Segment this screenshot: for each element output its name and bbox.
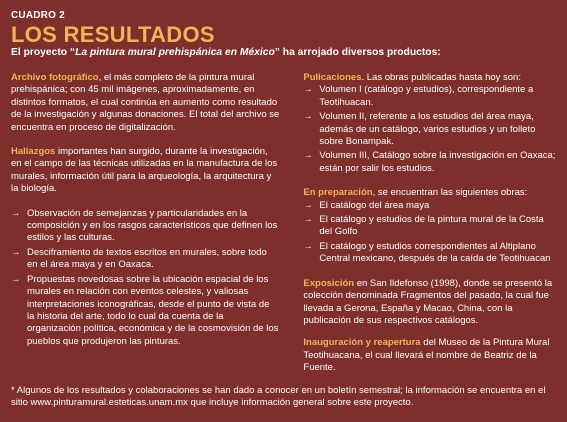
list-item-text: Propuestas novedosas sobre la ubicación espacial de los murales en relación con eventos celestes, y valiosas interpretaciones iconográficas, desde el punto de vista de la historia del arte, todo lo cual da cuenta de la organización política, económica y de la cosmovisión de los pueblos que produjeron las pinturas.	[27, 273, 279, 347]
list-item-text: El catálogo del área maya	[319, 199, 430, 211]
arrow-icon: →	[11, 207, 21, 219]
list-item	[303, 150, 556, 175]
intro-project-title: La pintura mural prehispánica en México	[75, 47, 275, 58]
inauguracion-text: del Museo de la Pintura Mural Teotihuacana, el cual llevará el nombre de Beatriz de la Fuente.	[303, 337, 550, 374]
right-column	[303, 72, 556, 375]
list-item-text: Volumen III, Catálogo sobre la investigación en Oaxaca; están por salir los estudios.	[319, 150, 556, 174]
publicaciones-heading: Pulicaciones	[303, 72, 362, 83]
preparacion-list	[303, 200, 556, 266]
exposicion-heading: Exposición	[303, 277, 355, 289]
list-item-text: Volumen I (catálogo y estudios), correspondiente a Teotihuacan.	[319, 84, 534, 108]
archivo-paragraph	[11, 72, 279, 134]
intro-pre: El proyecto “	[11, 47, 76, 58]
arrow-icon: →	[303, 199, 313, 211]
hallazgos-text: importantes han surgido, durante la investigación, en el campo de las técnicas utilizadas en la manufactura de los murales, información útil para la arqueología, la arquitectura y la biología.	[11, 146, 278, 195]
exposicion-text: en San Ildefonso (1998), donde se presentó la colección denominada Fragmentos del pasado, la cual fue llevada a Gerona, España y Macao, China, con la publicación de sus respectivos catálogos.	[303, 277, 553, 326]
hallazgos-paragraph	[11, 146, 279, 196]
arrow-icon: →	[303, 150, 313, 162]
box-label: CUADRO 2	[11, 10, 65, 21]
archivo-text: , el más completo de la pintura mural prehispánica; con 45 mil imágenes, aproximadamente, en distintos formatos, el cual continúa en aumento como resultado de la investigación y algunas donaciones. El total del archivo se encuentra en proceso de digitalización.	[11, 72, 280, 133]
list-item-text: El catálogo y estudios correspondientes al Altiplano Central mexicano, después de la caída de Teotihuacan	[319, 240, 551, 265]
arrow-icon: →	[303, 84, 313, 96]
list-item	[11, 208, 279, 245]
inauguracion-paragraph	[303, 337, 556, 374]
arrow-icon: →	[303, 214, 313, 226]
preparacion-text: , se encuentran las siguientes obras:	[372, 187, 528, 199]
list-item	[11, 274, 279, 348]
footnote: * Algunos de los resultados y colaboraciones se han dado a conocer en un boletín semestral; la información se encuentra en el sitio www.pinturamural.esteticas.unam.mx que incluye información general sobre este proyecto.	[11, 385, 546, 409]
box-title: LOS RESULTADOS	[11, 22, 215, 47]
list-item-text: Desciframiento de textos escritos en murales, sobre todo en el área maya y en Oaxaca.	[27, 246, 267, 271]
hallazgos-list	[11, 208, 279, 348]
arrow-icon: →	[303, 240, 313, 252]
publicaciones-text: . Las obras publicadas hasta hoy son:	[361, 72, 521, 83]
intro-text	[11, 47, 556, 59]
arrow-icon: →	[11, 273, 21, 285]
preparacion-heading: En preparación	[303, 187, 373, 199]
list-item	[11, 247, 279, 272]
inauguracion-heading: Inauguración y reapertura	[303, 337, 421, 349]
list-item	[303, 214, 556, 239]
list-item-text: Observación de semejanzas y particularidades en la composición y en los rasgos característicos que definen los estilos y las culturas.	[27, 207, 278, 244]
preparacion-paragraph	[303, 187, 556, 199]
archivo-heading: Archivo fotográfico	[11, 72, 99, 83]
list-item	[303, 84, 556, 109]
list-item-text: El catálogo y estudios de la pintura mural de la Costa del Golfo	[319, 214, 544, 238]
left-column	[11, 72, 279, 375]
arrow-icon: →	[303, 111, 313, 123]
list-item-text: Volumen II, referente a los estudios del área maya, además de un catálogo, varios estudios y un folleto sobre Bonampak.	[319, 111, 536, 148]
list-item	[303, 111, 556, 148]
list-item	[303, 241, 556, 266]
publicaciones-list	[303, 84, 556, 175]
publicaciones-paragraph	[303, 72, 556, 84]
content-columns	[11, 72, 556, 375]
arrow-icon: →	[11, 246, 21, 258]
list-item	[303, 200, 556, 212]
exposicion-paragraph	[303, 278, 556, 328]
hallazgos-heading: Hallazgos	[11, 146, 56, 158]
intro-post: ” ha arrojado diversos productos:	[274, 47, 441, 58]
